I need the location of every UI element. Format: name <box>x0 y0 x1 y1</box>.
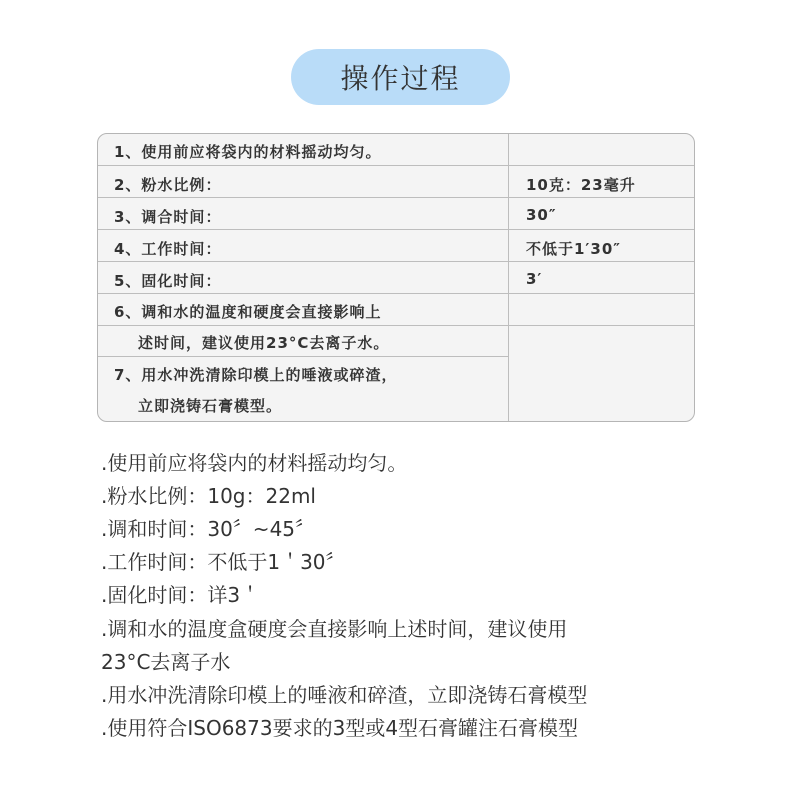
table-row-4-label: 4、工作时间： <box>114 240 222 258</box>
row-divider <box>98 293 694 294</box>
table-row-2-label: 2、粉水比例： <box>114 176 222 194</box>
table-row-3-value: 30″ <box>526 206 557 224</box>
column-divider <box>508 134 509 421</box>
row-divider <box>98 325 694 326</box>
table-row-4-value: 不低于1′30″ <box>526 240 621 258</box>
note-line: .使用符合ISO6873要求的3型或4型石膏罐注石膏模型 <box>101 716 579 740</box>
table-block-line-2: 7、用水冲洗清除印模上的唾液或碎渣， <box>114 366 398 384</box>
row-divider <box>98 261 694 262</box>
instructions-table <box>97 133 695 422</box>
row-divider <box>98 229 694 230</box>
note-line: .工作时间：不低于1＇30〞 <box>101 550 346 574</box>
table-row-3-label: 3、调合时间： <box>114 208 222 226</box>
table-row-2-value: 10克：23毫升 <box>526 176 636 194</box>
table-row-6-label: 6、调和水的温度和硬度会直接影响上 <box>114 303 382 321</box>
note-line: .固化时间：详3＇ <box>101 583 261 607</box>
table-block-line-3: 立即浇铸石膏模型。 <box>138 397 283 415</box>
section-title: 操作过程 <box>340 62 461 95</box>
note-line: .用水冲洗清除印模上的唾液和碎渣，立即浇铸石膏模型 <box>101 683 588 707</box>
note-line: 23°C去离子水 <box>101 650 231 674</box>
section-title-badge <box>291 49 510 105</box>
table-row-5-value: 3′ <box>526 270 543 288</box>
table-row-1-label: 1、使用前应将袋内的材料摇动均匀。 <box>114 143 382 161</box>
note-line: .调和时间：30〞~45〞 <box>101 517 316 541</box>
table-row-5-label: 5、固化时间： <box>114 272 222 290</box>
note-line: .使用前应将袋内的材料摇动均匀。 <box>101 451 408 475</box>
note-line: .粉水比例：10g：22ml <box>101 484 316 508</box>
note-line: .调和水的温度盒硬度会直接影响上述时间，建议使用 <box>101 617 568 641</box>
row-divider <box>98 165 694 166</box>
row-divider <box>98 356 508 357</box>
table-block-line-1: 述时间，建议使用23°C去离子水。 <box>138 334 390 352</box>
row-divider <box>98 197 694 198</box>
